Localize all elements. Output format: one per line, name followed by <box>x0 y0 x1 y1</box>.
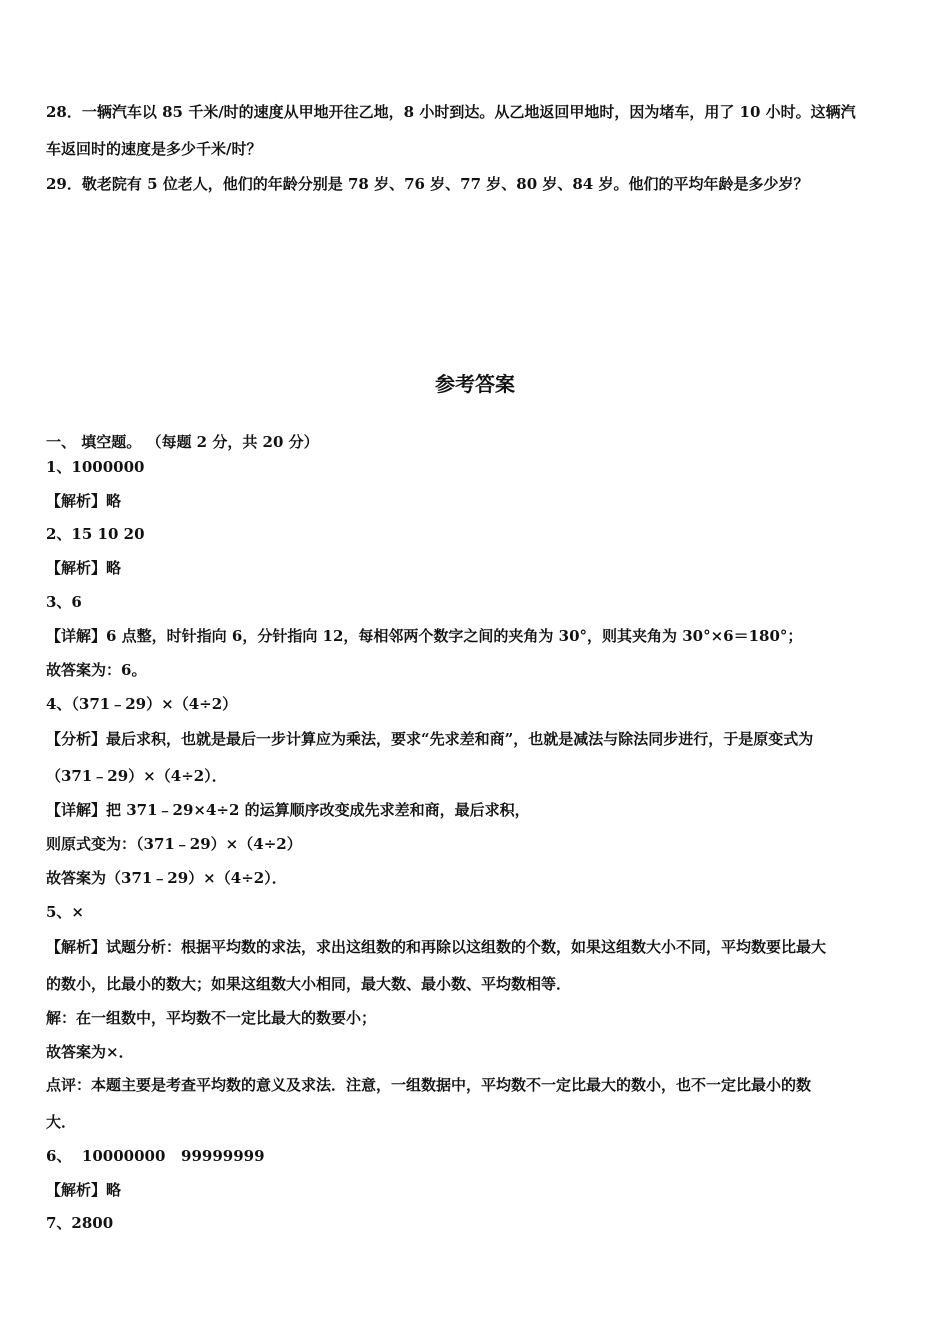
answer-5-comment-2: 大． <box>46 1113 77 1131</box>
answer-5-analysis-1: 【解析】试题分析：根据平均数的求法，求出这组数的和再除以这组数的个数，如果这组数大小不同，平均数要比最大 <box>46 938 827 956</box>
answer-5: 5、× <box>46 903 85 921</box>
answer-4-detail-2: 则原式变为：（371﹣29）×（4÷2） <box>46 835 302 853</box>
answer-4-detail: 【详解】把 371﹣29×4÷2 的运算顺序改变成先求差和商，最后求积， <box>46 801 530 819</box>
answer-3-final: 故答案为：6。 <box>46 661 147 679</box>
answer-2-note: 【解析】略 <box>46 559 122 577</box>
question-29: 29．敬老院有 5 位老人，他们的年龄分别是 78 岁、76 岁、77 岁、80 岁、84 岁。他们的平均年龄是多少岁？ <box>46 175 809 193</box>
answer-5-comment-1: 点评：本题主要是考查平均数的意义及求法．注意，一组数据中，平均数不一定比最大的数小，也不一定比最小的数 <box>46 1076 812 1094</box>
question-28-line-2: 车返回时的速度是多少千米/时？ <box>46 140 262 158</box>
answer-7: 7、2800 <box>46 1214 114 1232</box>
answer-5-final: 故答案为×． <box>46 1043 134 1061</box>
answer-4: 4、（371﹣29）×（4÷2） <box>46 695 238 713</box>
answer-3: 3、6 <box>46 593 82 611</box>
answer-4-analysis-2: （371﹣29）×（4÷2）． <box>46 767 227 785</box>
answer-5-solution: 解：在一组数中，平均数不一定比最大的数要小； <box>46 1009 377 1027</box>
answers-title: 参考答案 <box>435 372 515 396</box>
answer-3-detail: 【详解】6 点整，时针指向 6，分针指向 12，每相邻两个数字之间的夹角为 30°，则其夹角为 30°×6＝180°； <box>46 627 803 645</box>
answer-5-analysis-2: 的数小，比最小的数大；如果这组数大小相同，最大数、最小数、平均数相等． <box>46 975 572 993</box>
answer-4-final: 故答案为（371﹣29）×（4÷2）． <box>46 869 287 887</box>
answer-2: 2、15 10 20 <box>46 525 145 543</box>
answer-1-note: 【解析】略 <box>46 492 122 510</box>
question-28-line-1: 28．一辆汽车以 85 千米/时的速度从甲地开往乙地，8 小时到达。从乙地返回甲地时，因为堵车，用了 10 小时。这辆汽 <box>46 103 856 121</box>
answer-6-note: 【解析】略 <box>46 1181 122 1199</box>
answer-6: 6、 10000000 99999999 <box>46 1147 265 1165</box>
answer-1: 1、1000000 <box>46 458 145 476</box>
answer-4-analysis-1: 【分析】最后求积，也就是最后一步计算应为乘法，要求“先求差和商”，也就是减法与除法同步进行，于是原变式为 <box>46 730 814 748</box>
section-heading: 一、 填空题。 （每题 2 分，共 20 分） <box>46 433 319 451</box>
